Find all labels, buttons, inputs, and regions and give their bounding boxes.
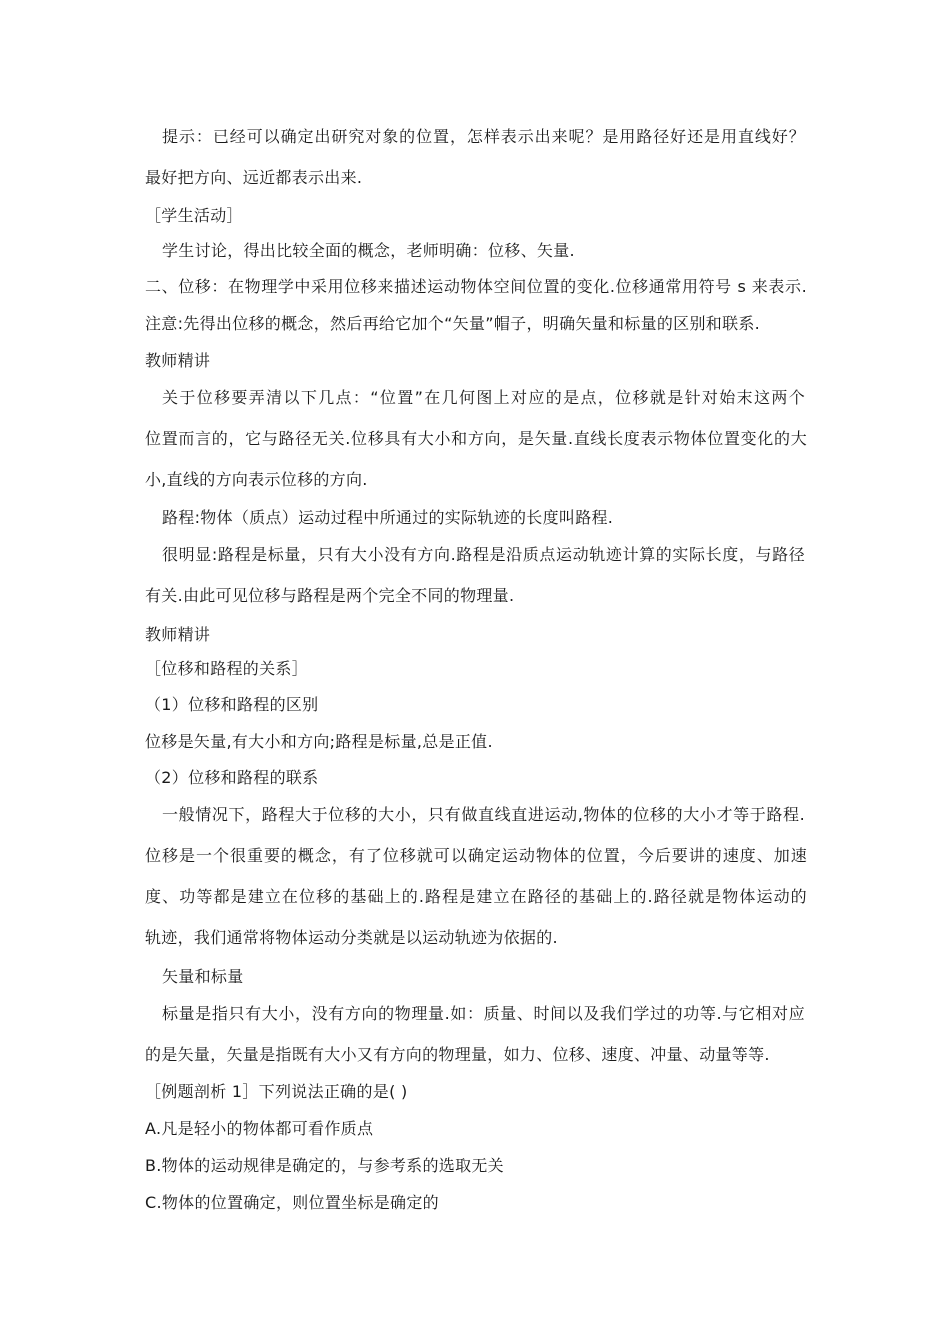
text-line-25: 的是矢量，矢量是指既有大小又有方向的物理量，如力、位移、速度、冲量、动量等等. <box>145 1045 770 1064</box>
text-line-1: 提示：已经可以确定出研究对象的位置，怎样表示出来呢？是用路径好还是用直线好？ <box>162 127 805 146</box>
option-b: B.物体的运动规律是确定的，与参考系的选取无关 <box>145 1156 504 1175</box>
heading-vector-scalar: 矢量和标量 <box>162 967 244 986</box>
text-line-12: 很明显:路程是标量，只有大小没有方向.路程是沿质点运动轨迹计算的实际长度，与路径 <box>162 545 805 564</box>
text-line-5: 二、位移：在物理学中采用位移来描述运动物体空间位置的变化.位移通常用符号 s 来表示. <box>145 277 807 296</box>
text-line-18: （2）位移和路程的联系 <box>145 768 319 787</box>
text-line-2: 最好把方向、远近都表示出来. <box>145 168 363 187</box>
text-line-20: 位移是一个很重要的概念，有了位移就可以确定运动物体的位置，今后要讲的速度、加速 <box>145 846 807 865</box>
option-c: C.物体的位置确定，则位置坐标是确定的 <box>145 1193 439 1212</box>
text-line-6: 注意:先得出位移的概念，然后再给它加个“矢量”帽子，明确矢量和标量的区别和联系. <box>145 314 761 333</box>
heading-teacher-lecture-2: 教师精讲 <box>145 625 211 644</box>
text-line-21: 度、功等都是建立在位移的基础上的.路程是建立在路径的基础上的.路径就是物体运动的 <box>145 887 807 906</box>
text-line-24: 标量是指只有大小，没有方向的物理量.如：质量、时间以及我们学过的功等.与它相对应 <box>162 1004 805 1023</box>
text-line-10: 小,直线的方向表示位移的方向. <box>145 470 368 489</box>
text-line-16: （1）位移和路程的区别 <box>145 695 319 714</box>
text-line-17: 位移是矢量,有大小和方向;路程是标量,总是正值. <box>145 732 493 751</box>
example-question: ［例题剖析 1］下列说法正确的是( ) <box>145 1082 408 1101</box>
text-line-9: 位置而言的，它与路径无关.位移具有大小和方向，是矢量.直线长度表示物体位置变化的大 <box>145 429 807 448</box>
text-line-11: 路程:物体（质点）运动过程中所通过的实际轨迹的长度叫路程. <box>162 508 614 527</box>
section-label-relation: ［位移和路程的关系］ <box>145 659 309 678</box>
section-label-student-activity: ［学生活动］ <box>145 206 243 225</box>
text-line-22: 轨迹，我们通常将物体运动分类就是以运动轨迹为依据的. <box>145 928 558 947</box>
text-line-13: 有关.由此可见位移与路程是两个完全不同的物理量. <box>145 586 515 605</box>
heading-teacher-lecture-1: 教师精讲 <box>145 351 211 370</box>
text-line-8: 关于位移要弄清以下几点：“位置”在几何图上对应的是点，位移就是针对始末这两个 <box>162 388 805 407</box>
option-a: A.凡是轻小的物体都可看作质点 <box>145 1119 374 1138</box>
text-line-19: 一般情况下，路程大于位移的大小，只有做直线直进运动,物体的位移的大小才等于路程. <box>162 805 805 824</box>
text-line-4: 学生讨论，得出比较全面的概念，老师明确：位移、矢量. <box>162 241 575 260</box>
